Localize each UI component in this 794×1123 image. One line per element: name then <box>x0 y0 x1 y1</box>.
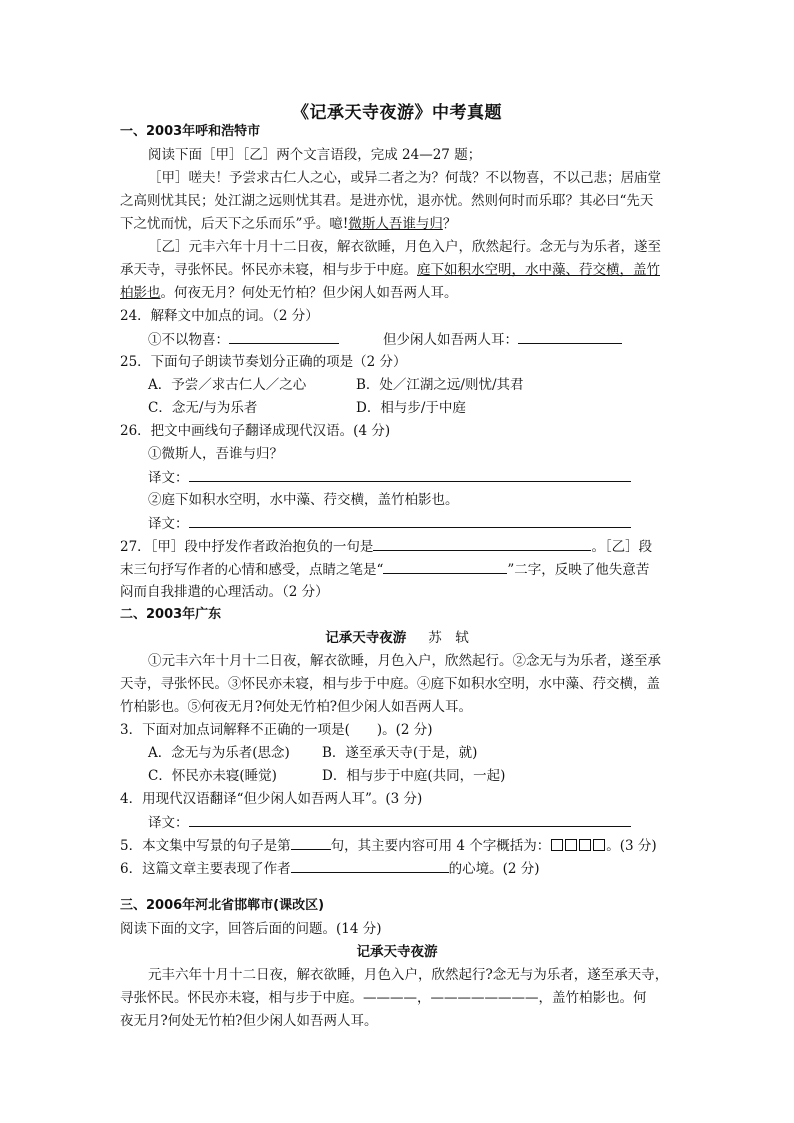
passage-yi-line: ［乙］元丰六年十月十二日夜，解衣欲睡，月色入户，欣然起行。念无与为乐者，遂至 <box>148 239 661 255</box>
question-5-text: 。(3 分) <box>606 838 657 854</box>
option-d: D．相与步于中庭(共同，一起) <box>322 768 506 784</box>
translation-label: 译文： <box>148 516 189 532</box>
answer-box[interactable] <box>579 839 591 851</box>
question-26: 26．把文中画线句子翻译成现代汉语。(4 分) <box>120 423 391 439</box>
passage-jia-line: ［甲］嗟夫！予尝求古仁人之心，或异二者之为？何哉？不以物喜，不以己悲；居庙堂 <box>148 170 661 186</box>
translation-line <box>148 467 631 489</box>
answer-blank[interactable] <box>518 329 622 344</box>
option-b: B．处／江湖之远/则忧/其君 <box>356 377 524 393</box>
author: 苏 轼 <box>428 630 469 646</box>
option-c: C．念无/与为乐者 <box>148 400 258 416</box>
answer-box[interactable] <box>551 839 563 851</box>
question-6-text: 的心境。(2 分) <box>448 861 540 877</box>
underlined-sentence: 庭下如积水空明，水中藻、荇交横，盖竹 <box>417 262 660 278</box>
answer-box[interactable] <box>565 839 577 851</box>
passage-line: 元丰六年十月十二日夜，解衣欲睡，月色入户，欣然起行?念无与为乐者，遂至承天寺， <box>148 967 669 983</box>
translation-blank[interactable] <box>189 513 631 528</box>
section-heading-3: 三、2006年河北省邯郸市(课改区) <box>120 898 325 913</box>
answer-blank[interactable] <box>229 329 339 344</box>
translation-line <box>148 513 631 535</box>
page-title: 《记承天寺夜游》中考真题 <box>292 103 502 123</box>
question-5 <box>120 835 657 857</box>
underlined-sentence: 柏影也 <box>120 285 161 301</box>
passage-jia-line: 之高则忧其民；处江湖之远则忧其君。是进亦忧，退亦忧。然则何时而乐耶？其必曰“先天 <box>120 193 654 209</box>
passage-title-2 <box>0 628 794 650</box>
question-24-items <box>148 329 622 351</box>
answer-blank[interactable] <box>291 858 449 873</box>
answer-blank[interactable] <box>383 559 507 574</box>
passage-yi-line <box>120 260 660 282</box>
question-25: 25．下面句子朗读节奏划分正确的项是（2 分） <box>120 354 407 370</box>
question-5-text: 句，其主要内容可用 4 个字概括为： <box>330 838 551 854</box>
question-26-item-1: ①微斯人，吾谁与归？ <box>148 446 283 462</box>
answer-blank[interactable] <box>291 835 331 850</box>
section-3-intro: 阅读下面的文字，回答后面的问题。(14 分) <box>120 921 382 937</box>
option-a: A．予尝／求古仁人／之心 <box>148 377 307 393</box>
passage-title: 记承天寺夜游 <box>325 630 407 646</box>
option-a: A．念无与为乐者(思念) <box>148 745 290 761</box>
question-3-options-row <box>148 766 505 788</box>
question-5-text: 5．本文集中写景的句子是第 <box>120 838 291 854</box>
option-b: B．遂至承天寺(于是，就) <box>322 745 478 761</box>
question-27-text: 末三句抒写作者的心情和感受，点睛之笔是“ <box>120 562 384 578</box>
question-27-text: 27．［甲］段中抒发作者政治抱负的一句是 <box>120 539 374 555</box>
passage-line: ①元丰六年十月十二日夜，解衣欲睡，月色入户，欣然起行。②念无与为乐者，遂至承 <box>148 653 661 669</box>
answer-blank[interactable] <box>373 536 591 551</box>
translation-label: 译文： <box>148 470 189 486</box>
question-6-text: 6．这篇文章主要表现了作者 <box>120 861 291 877</box>
passage-text: 。何夜无月？何处无竹柏？但少闲人如吾两人耳。 <box>160 285 458 301</box>
question-25-options-row <box>148 398 466 420</box>
question-27-text: ”二字，反映了他失意苦 <box>507 562 650 578</box>
passage-text: 承天寺，寻张怀民。怀民亦未寝，相与步于中庭。 <box>120 262 417 278</box>
question-24: 24．解释文中加点的词。（2 分） <box>120 308 319 324</box>
question-27-line <box>120 536 652 558</box>
question-3-options-row <box>148 743 477 765</box>
question-24b: 但少闲人如吾两人耳： <box>383 332 518 348</box>
question-26-item-2: ②庭下如积水空明，水中藻、荇交横，盖竹柏影也。 <box>148 492 459 508</box>
passage-line: 竹柏影也。⑤何夜无月?何处无竹柏?但少闲人如吾两人耳。 <box>120 699 472 715</box>
passage-line: 夜无月?何处无竹柏?但少闲人如吾两人耳。 <box>120 1013 378 1029</box>
question-4: 4．用现代汉语翻译“但少闲人如吾两人耳”。(3 分) <box>120 791 423 807</box>
question-27-line <box>120 559 649 581</box>
question-27-line: 闷而自我排遣的心理活动。（2 分） <box>120 584 329 600</box>
translation-line <box>148 812 631 834</box>
passage-line: 寻张怀民。怀民亦未寝，相与步于中庭。————，————————，盖竹柏影也。何 <box>120 990 647 1006</box>
passage-title-3: 记承天寺夜游 <box>356 944 438 960</box>
underlined-sentence: 微斯人吾谁与归 <box>348 216 443 232</box>
passage-text: ？ <box>442 216 457 232</box>
section-heading-1: 一、2003年呼和浩特市 <box>120 124 261 139</box>
section-1-intro: 阅读下面［甲］［乙］两个文言语段，完成 24—27 题； <box>148 147 482 163</box>
answer-box[interactable] <box>593 839 605 851</box>
option-d: D．相与步/于中庭 <box>356 400 466 416</box>
question-6 <box>120 858 540 880</box>
passage-yi-line <box>120 283 458 305</box>
question-25-options-row <box>148 375 524 397</box>
passage-line: 天寺，寻张怀民。③怀民亦未寝，相与步于中庭。④庭下如积水空明，水中藻、荇交横，盖 <box>120 676 660 692</box>
question-27-text: 。［乙］段 <box>591 539 653 555</box>
translation-blank[interactable] <box>189 467 631 482</box>
question-24a: ①不以物喜： <box>148 332 229 348</box>
question-3: 3．下面对加点词解释不正确的一项是( )。(2 分) <box>120 722 433 738</box>
translation-blank[interactable] <box>189 812 631 827</box>
option-c: C．怀民亦未寝(睡觉) <box>148 768 277 784</box>
passage-jia-line <box>120 214 456 236</box>
section-heading-2: 二、2003年广东 <box>120 607 222 622</box>
passage-text: 下之忧而忧，后天下之乐而乐”乎。噫! <box>120 216 349 232</box>
translation-label: 译文： <box>148 815 189 831</box>
